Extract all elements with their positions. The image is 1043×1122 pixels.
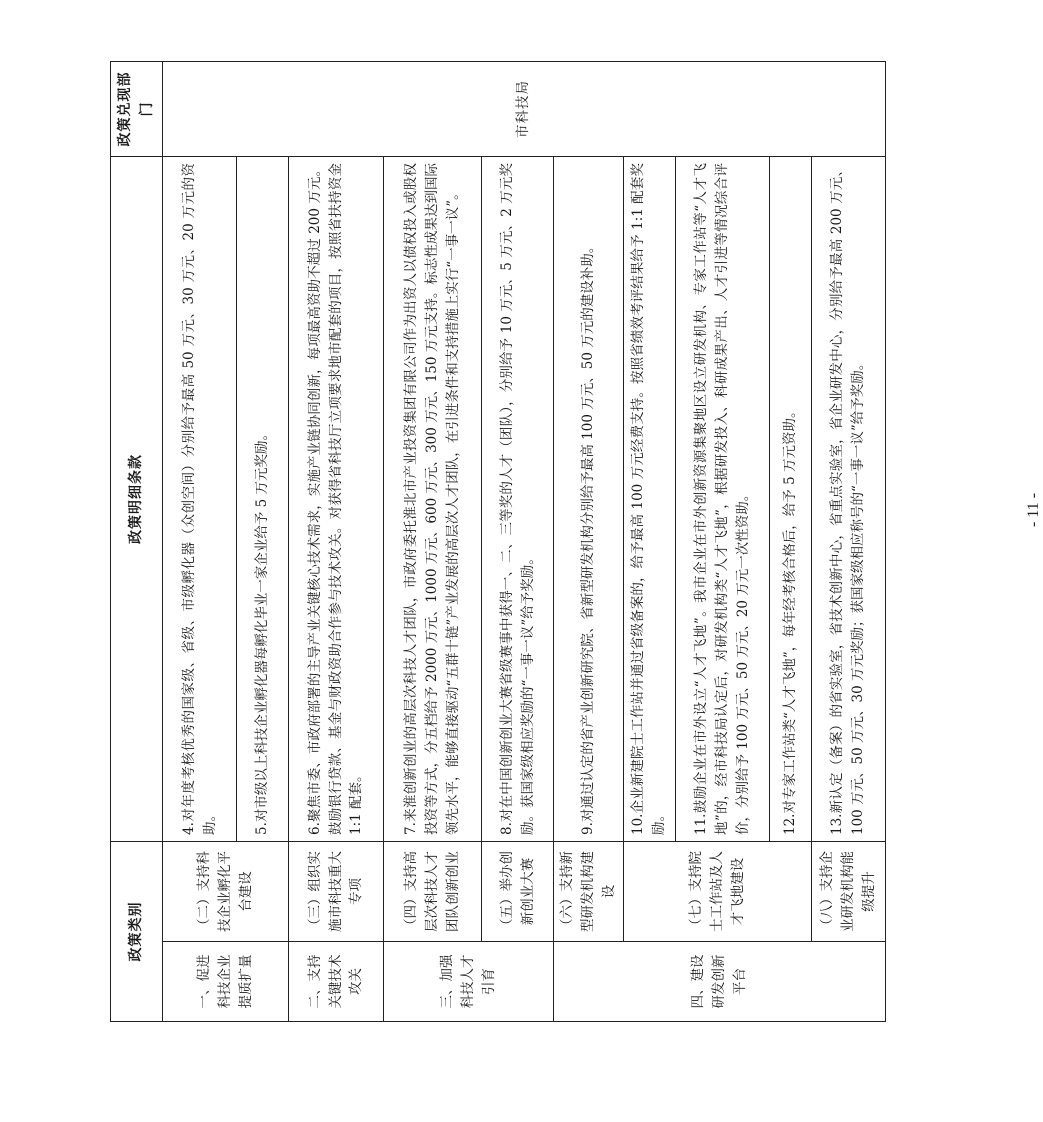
policy-item: 8.对在中国创新创业大赛省级赛事中获得一、二、三等奖的人才（团队），分别给予 10 万元、5 万元、2 万元奖励。获国家级相应奖励的“一事一议”给予奖励。	[482, 157, 554, 842]
policy-item: 11.鼓励企业在市外设立“人才飞地”。我市企业在市外创新资源集聚地区设立研发机构、专家工作站等“人才飞地”的，经市科技局认定后，对研发机构类“人才飞地”，根据研发投入、科研成果产出、人才引进等情况综合评价，分别给予 100 万元、50 万元、20 万元一次性资助。	[675, 157, 769, 842]
policy-item: 9.对通过认定的省产业创新研究院、省新型研发机构分别给予最高 100 万元、50 万元的建设补助。	[554, 157, 624, 842]
header-category: 政策类别	[111, 842, 163, 1022]
table-row	[554, 62, 624, 1022]
subcategory-cell: （二）支持科技企业孵化平台建设	[163, 842, 289, 942]
table-row	[289, 62, 384, 1022]
table-row	[163, 62, 237, 1022]
subcategory-cell: （三）组织实施市科技重大专项	[289, 842, 384, 942]
table-row	[811, 62, 885, 1022]
policy-item: 4.对年度考核优秀的国家级、省级、市级孵化器（众创空间）分别给予最高 50 万元、30 万元、20 万元的资助。	[163, 157, 237, 842]
table-row	[482, 62, 554, 1022]
policy-item: 7.来淮创新创业的高层次科技人才团队，市政府委托淮北市产业投资集团有限公司作为出资人以债权投入或股权投资等方式，分五档给予 2000 万元、1000 万元、600 万元、300 万元、150 万元支持。标志性成果达到国际领先水平，能够直接驱动“五群十链”产业发展的高层次人才团队，在引进条件和支持措施上实行“一事一议”。	[384, 157, 482, 842]
policy-table	[110, 61, 886, 1022]
policy-item: 5.对市级以上科技企业孵化器每孵化毕业一家企业给予 5 万元奖励。	[237, 157, 289, 842]
subcategory-cell: （四）支持高层次科技人才团队创新创业	[384, 842, 482, 942]
category-cell: 一、促进科技企业提质扩量	[163, 942, 289, 1022]
department-cell: 市科技局	[163, 62, 886, 157]
header-department: 政策兑现部门	[111, 62, 163, 157]
subcategory-cell: （七）支持院士工作站及人才飞地建设	[623, 842, 811, 942]
category-cell: 三、加强科技人才引育	[384, 942, 554, 1022]
page-number: - 11 -	[1025, 492, 1042, 527]
subcategory-cell: （五）举办创新创业大赛	[482, 842, 554, 942]
table-header-row	[111, 62, 163, 1022]
category-cell: 二、支持关键技术攻关	[289, 942, 384, 1022]
policy-item: 6.聚焦市委、市政府部署的主导产业关键核心技术需求，实施产业链协同创新，每项最高资助不超过 200 万元。鼓励银行贷款、基金与财政资助合作参与技术攻关。对获得省科技厅立项要求地市配套的项目，按照省扶持资金 1:1 配套。	[289, 157, 384, 842]
policy-item: 12.对专家工作站类“人才飞地”，每年经考核合格后，给予 5 万元资助。	[769, 157, 811, 842]
subcategory-cell: （八）支持企业研发机构能级提升	[811, 842, 885, 942]
subcategory-cell: （六）支持新型研发机构建设	[554, 842, 624, 942]
policy-item: 13.新认定（备案）的省实验室，省技术创新中心，省重点实验室，省企业研发中心，分别给予最高 200 万元、100 万元、50 万元、30 万元奖励；获国家级相应称号的“一事一议”给予奖励。	[811, 157, 885, 842]
header-detail: 政策明细条款	[111, 157, 163, 842]
category-cell: 四、建设研发创新平台	[554, 942, 886, 1022]
table-row	[384, 62, 482, 1022]
policy-item: 10.企业新建院士工作站并通过省级备案的，给予最高 100 万元经费支持。按照省绩效考评结果给予 1:1 配套奖励。	[623, 157, 675, 842]
table-row	[623, 62, 675, 1022]
